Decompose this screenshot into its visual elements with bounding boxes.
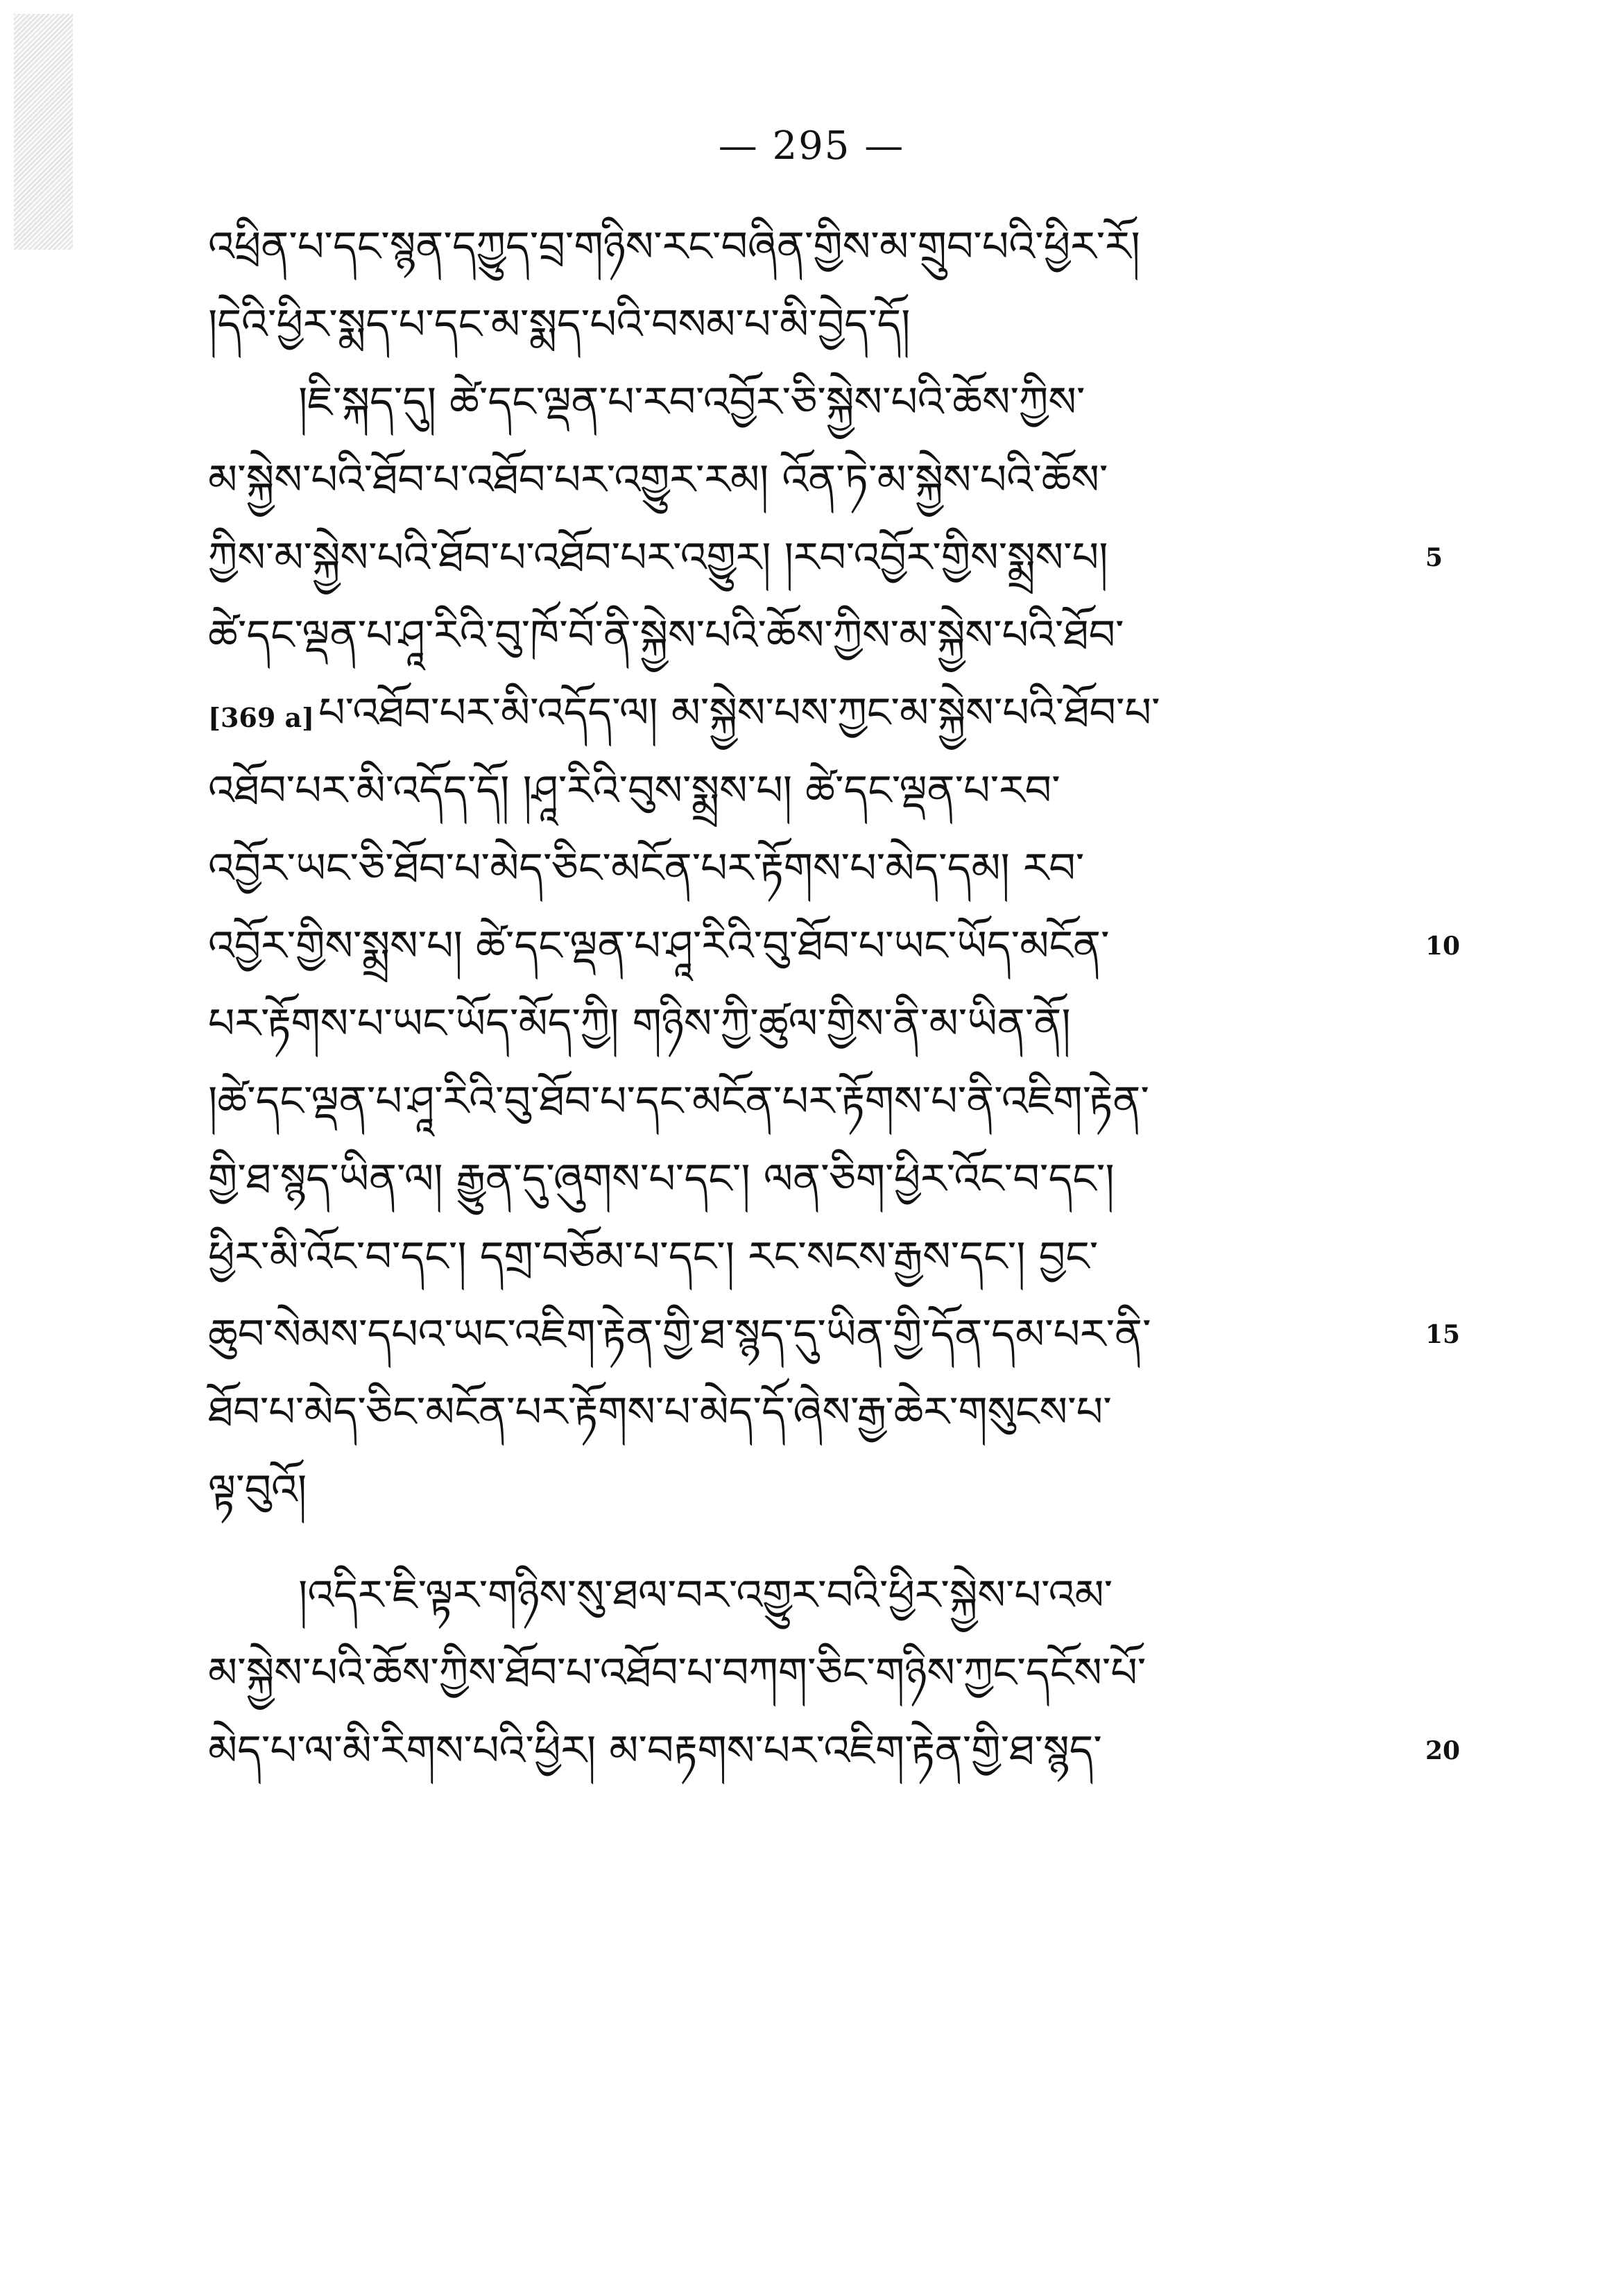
line-text: པར་རྟོགས་པ་ཡང་ཡོད་མོད་ཀྱི། གཉིས་ཀྱི་ཚུལ་གྱིས་ནི་མ་ཡིན་ནོ། [208,1000,1071,1048]
page-number: — 295 — [718,123,905,169]
text-line [208,1296,1461,1373]
text-line [208,1712,1461,1790]
line-number: 15 [1425,1320,1461,1349]
line-text: ཀྱིས་མ་སྐྱེས་པའི་ཐོབ་པ་འཐོབ་པར་འགྱུར། །རབ་འབྱོར་གྱིས་སྨྲས་པ། [208,533,1108,582]
text-line [208,1218,1415,1296]
line-text: འབྱོར་གྱིས་སྨྲས་པ། ཚེ་དང་ལྡན་པ་ཤཱ་རིའི་བུ་ཐོབ་པ་ཡང་ཡོད་མངོན་ [208,922,1110,970]
line-text: ཕྱིར་མི་འོང་བ་དང་། དགྲ་བཅོམ་པ་དང་། རང་སངས་རྒྱས་དང་། བྱང་ [208,1233,1099,1281]
line-text: །ཇི་སྐད་དུ། ཚེ་དང་ལྡན་པ་རབ་འབྱོར་ཅི་སྐྱེས་པའི་ཆོས་ཀྱིས་ [298,378,1085,427]
line-text: །ཚེ་དང་ལྡན་པ་ཤཱ་རིའི་བུ་ཐོབ་པ་དང་མངོན་པར་རྟོགས་པ་ནི་འཇིག་རྟེན་ [208,1077,1149,1126]
text-line [208,597,1415,674]
line-number: 10 [1425,932,1461,961]
line-text: །དེའི་ཕྱིར་སྨད་པ་དང་མ་སྨད་པའི་བསམ་པ་མི་བྱེད་དོ། [208,300,911,349]
text-line [208,1063,1415,1140]
text-line [208,1373,1415,1451]
line-text: པ་འཐོབ་པར་མི་འདོད་ལ། མ་སྐྱེས་པས་ཀྱང་མ་སྐྱེས་པའི་ཐོབ་པ་ [318,689,1160,737]
line-text: འཕྲིན་པ་དང་སྙན་དཀྱུད་བྲ་གཉིས་རང་བཞིན་གྱིས་མ་གྲུབ་པའི་ཕྱིར་རོ། [208,223,1140,271]
line-number: 5 [1425,543,1443,572]
text-line [208,907,1461,985]
line-text: འཐོབ་པར་མི་འདོད་དོ། །ཤཱ་རིའི་བུས་སྨྲས་པ། ཚེ་དང་ལྡན་པ་རབ་ [208,766,1060,815]
text-line [208,519,1443,597]
line-text: །འདིར་ཇི་ལྟར་གཉིས་སུ་ཐལ་བར་འགྱུར་བའི་ཕྱིར་སྐྱེས་པ་འམ་ [298,1571,1113,1620]
text-line [208,363,1415,441]
line-text: ཆུབ་སེམས་དཔའ་ཡང་འཇིག་རྟེན་གྱི་ཐ་སྙད་དུ་ཡིན་གྱི་དོན་དམ་པར་ནི་ [208,1310,1151,1359]
text-body [208,208,1461,1790]
text-line [208,1634,1415,1712]
text-line [208,1140,1415,1218]
text-line [208,1451,1415,1529]
line-text: འབྱོར་ཡང་ཅི་ཐོབ་པ་མེད་ཅིང་མངོན་པར་རྟོགས་པ་མེད་དམ། རབ་ [208,844,1085,893]
line-text: ཚེ་དང་ལྡན་པ་ཤཱ་རིའི་བུ་ཁོ་བོ་ནི་སྐྱེས་པའི་ཆོས་ཀྱིས་མ་སྐྱེས་པའི་ཐོབ་ [208,611,1124,660]
line-text: ལྟ་བུའོ། [208,1466,307,1514]
line-text: མེད་པ་ལ་མི་རིགས་པའི་ཕྱིར། མ་བརྟགས་པར་འཇིག་རྟེན་གྱི་ཐ་སྙད་ [208,1727,1102,1775]
line-number: 20 [1425,1736,1461,1765]
text-line [208,208,1415,286]
line-text: གྱི་ཐ་སྙད་ཡིན་ལ། རྒྱུན་དུ་ཞུགས་པ་དང་། ལན་ཅིག་ཕྱིར་འོང་བ་དང་། [208,1155,1115,1203]
text-line [208,441,1415,519]
line-text: མ་སྐྱེས་པའི་ཐོབ་པ་འཐོབ་པར་འགྱུར་རམ། འོན་ཏེ་མ་སྐྱེས་པའི་ཆོས་ [208,456,1108,504]
text-line [208,286,1415,363]
text-line [208,985,1415,1063]
text-line [208,674,1415,752]
text-line [208,752,1415,830]
line-text: ཐོབ་པ་མེད་ཅིང་མངོན་པར་རྟོགས་པ་མེད་དོ་ཞེས་རྒྱ་ཆེར་གསུངས་པ་ [208,1388,1112,1437]
line-text: མ་སྐྱེས་པའི་ཆོས་ཀྱིས་ཐོབ་པ་འཐོབ་པ་བཀག་ཅིང་གཉིས་ཀྱང་དངོས་པོ་ [208,1649,1147,1697]
text-line [208,830,1415,907]
text-line [208,1557,1415,1634]
folio-marker: [369 a] [208,702,315,733]
